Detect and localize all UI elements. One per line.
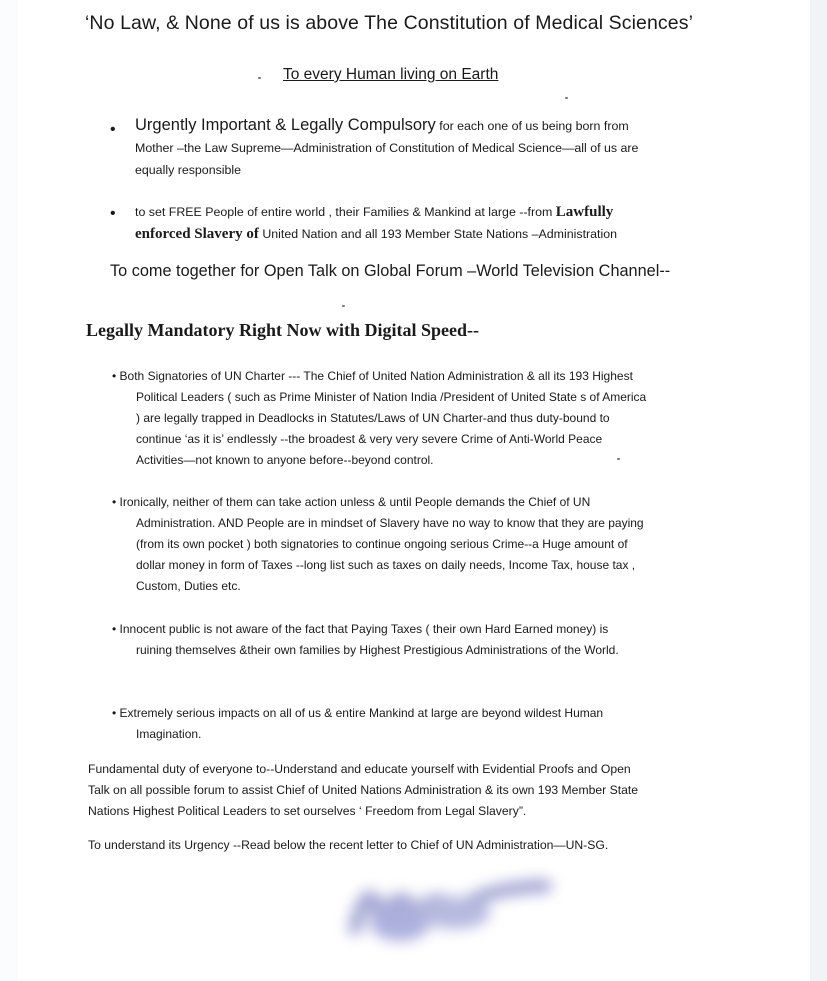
bullet-line: Imagination. <box>136 727 202 741</box>
bullet-line: Ironically, neither of them can take action unless & until People demands the Chief of UN <box>119 495 591 509</box>
scan-edge <box>810 0 827 981</box>
section-bullet-4 <box>112 703 603 745</box>
bullet-line: Custom, Duties etc. <box>136 579 241 593</box>
section-bullet-1 <box>112 366 646 471</box>
bullet-line: Administration. AND People are in mindset of Slavery have no way to know that they are paying <box>136 516 644 530</box>
section-heading: Legally Mandatory Right Now with Digital Speed-- <box>86 320 479 340</box>
bullet-glyph: • <box>110 205 116 222</box>
intro-bullet-1-lead: Urgently Important & Legally Compulsory <box>135 116 436 134</box>
intro-bullet-1-line3: equally responsible <box>135 163 242 177</box>
bullet-line: Activities—not known to anyone before--beyond control. <box>136 453 434 467</box>
scan-speck <box>565 97 568 99</box>
document-subtitle: To every Human living on Earth <box>283 66 499 83</box>
scan-speck <box>342 305 345 307</box>
bullet-line: Both Signatories of UN Charter --- The Chief of United Nation Administration & all its 193 Highest <box>119 369 633 383</box>
bullet-glyph: • <box>112 622 117 636</box>
paragraph-line: Nations Highest Political Leaders to set ourselves ‘ Freedom from Legal Slavery”. <box>88 804 527 818</box>
bullet-line: continue ‘as it is’ endlessly --the broadest & very very severe Crime of Anti-World Peace <box>136 432 603 446</box>
intro-bullet-2-line2: United Nation and all 193 Member State Nations –Administration <box>262 227 618 241</box>
call-to-action: To come together for Open Talk on Global Forum –World Television Channel-- <box>110 262 671 280</box>
section-bullet-3 <box>112 619 619 661</box>
bullet-line: dollar money in form of Taxes --long list such as taxes on daily needs, Income Tax, house tax , <box>136 558 636 572</box>
paragraph-line: To understand its Urgency --Read below the recent letter to Chief of UN Administration—UN-SG. <box>88 838 609 852</box>
intro-bullet-2-bold2: enforced Slavery of <box>135 226 259 242</box>
duty-paragraph <box>88 759 638 822</box>
section-bullet-2 <box>112 492 644 597</box>
intro-bullet-2-bold1: Lawfully <box>555 204 614 220</box>
bullet-line: Innocent public is not aware of the fact that Paying Taxes ( their own Hard Earned money) is <box>119 622 609 636</box>
document-title: ‘No Law, & None of us is above The Constitution of Medical Sciences’ <box>85 12 694 34</box>
paragraph-line: Talk on all possible forum to assist Chief of United Nations Administration & its own 193 Member State <box>88 783 639 797</box>
bullet-glyph: • <box>112 706 117 720</box>
bullet-glyph: • <box>112 495 117 509</box>
urgency-paragraph <box>88 835 608 856</box>
bullet-line: (from its own pocket ) both signatories to continue ongoing serious Crime--a Huge amount of <box>136 537 628 551</box>
intro-bullet-1-line1: for each one of us being born from <box>439 119 629 133</box>
intro-bullet-2-line1: to set FREE People of entire world , their Families & Mankind at large --from <box>135 205 553 219</box>
intro-bullet-1-line2: Mother –the Law Supreme—Administration of Constitution of Medical Science—all of us are <box>135 141 639 155</box>
bullet-line: Extremely serious impacts on all of us & entire Mankind at large are beyond wildest Human <box>119 706 604 720</box>
intro-bullet-1 <box>135 114 638 181</box>
bullet-glyph: • <box>112 369 117 383</box>
bullet-line: ruining themselves &their own families by Highest Prestigious Administrations of the World. <box>136 643 619 657</box>
bullet-line: Political Leaders ( such as Prime Minister of Nation India /President of United State s of America <box>136 390 647 404</box>
scan-speck <box>617 458 620 460</box>
intro-bullet-2 <box>135 201 617 245</box>
paragraph-line: Fundamental duty of everyone to--Understand and educate yourself with Evidential Proofs and Open <box>88 762 631 776</box>
blurred-signature <box>345 868 560 948</box>
bullet-line: ) are legally trapped in Deadlocks in Statutes/Laws of UN Charter-and thus duty-bound to <box>136 411 610 425</box>
scan-speck <box>258 77 261 79</box>
bullet-glyph: • <box>110 121 116 138</box>
